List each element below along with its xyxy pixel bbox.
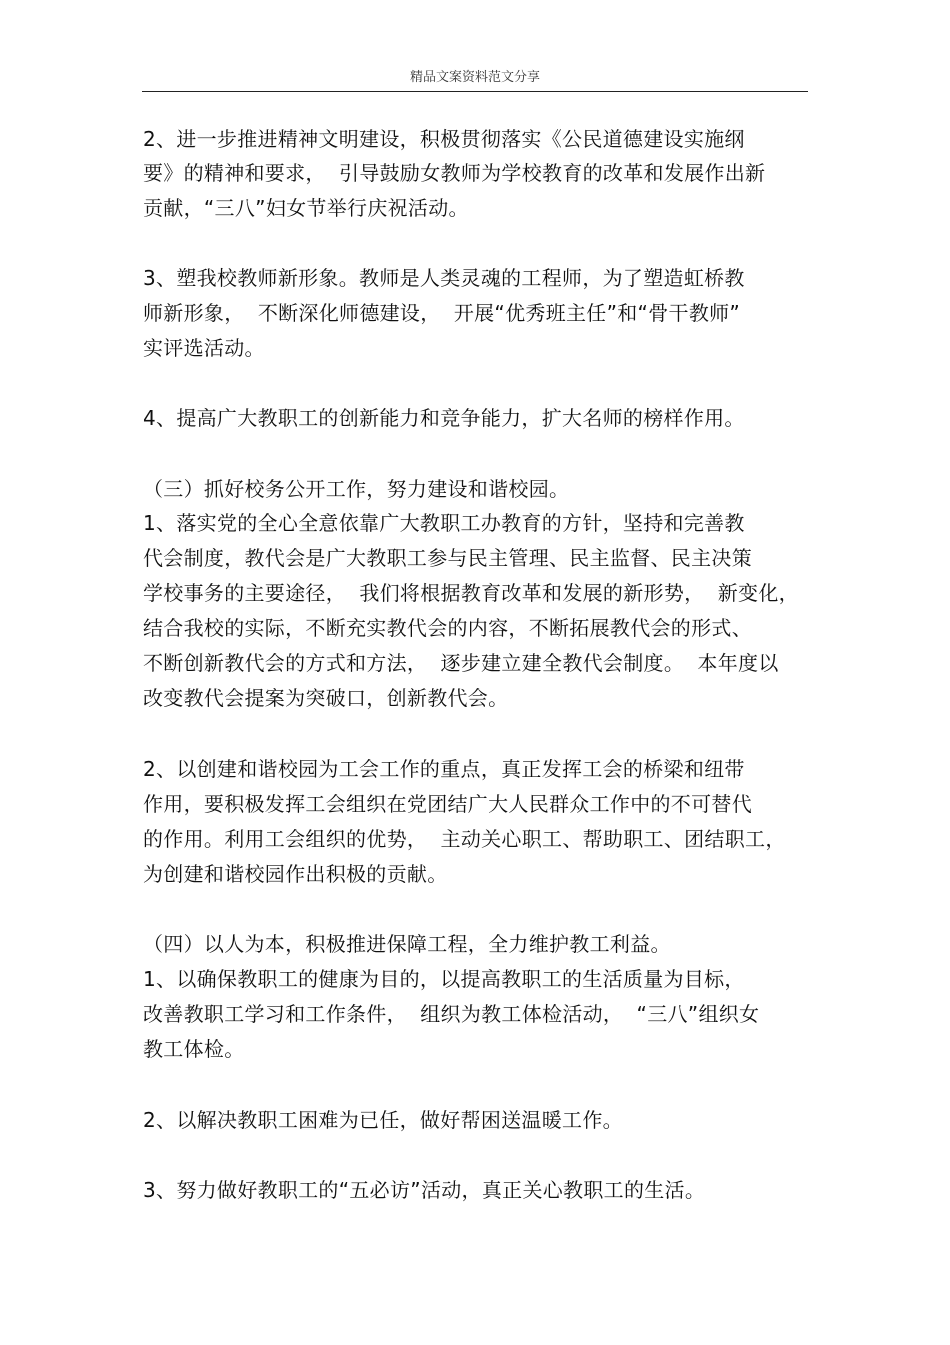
section-4-item-1-line-2: 改善教职工学习和工作条件， 组织为教工体检活动， “三八”组织女 (143, 1002, 760, 1026)
page-header-title: 精品文案资料范文分享 (409, 70, 540, 85)
section-3-heading: （三）抓好校务公开工作，努力建设和谐校园。 (143, 477, 570, 501)
section-3-item-1-line-3: 学校事务的主要途径， 我们将根据教育改革和发展的新形势， 新变化， (143, 581, 799, 605)
paragraph-1-line-1: 2、进一步推进精神文明建设，积极贯彻落实《公民道德建设实施纲 (143, 127, 745, 151)
section-3-item-2-line-1: 2、以创建和谐校园为工会工作的重点，真正发挥工会的桥梁和纽带 (143, 757, 745, 781)
section-4-item-2-line-1: 2、以解决教职工困难为已任，做好帮困送温暖工作。 (143, 1108, 623, 1132)
paragraph-2-line-3: 实评选活动。 (143, 336, 265, 360)
section-4-item-1-line-3: 教工体检。 (143, 1037, 245, 1061)
section-3-item-1-line-6: 改变教代会提案为突破口，创新教代会。 (143, 686, 509, 710)
section-3-item-2-line-3: 的作用。利用工会组织的优势， 主动关心职工、帮助职工、团结职工， (143, 827, 786, 851)
section-3-item-2-line-2: 作用，要积极发挥工会组织在党团结广大人民群众工作中的不可替代 (143, 792, 752, 816)
section-3-item-1-line-1: 1、落实党的全心全意依靠广大教职工办教育的方针，坚持和完善教 (143, 511, 745, 535)
section-3-item-1-line-5: 不断创新教代会的方式和方法， 逐步建立建全教代会制度。 本年度以 (143, 651, 779, 675)
paragraph-1-line-2: 要》的精神和要求， 引导鼓励女教师为学校教育的改革和发展作出新 (143, 161, 766, 185)
paragraph-3-line-1: 4、提高广大教职工的创新能力和竞争能力，扩大名师的榜样作用。 (143, 406, 745, 430)
header-divider (142, 91, 808, 92)
section-3-item-1-line-2: 代会制度，教代会是广大教职工参与民主管理、民主监督、民主决策 (143, 546, 752, 570)
section-3-item-2-line-4: 为创建和谐校园作出积极的贡献。 (143, 862, 448, 886)
paragraph-2-line-1: 3、塑我校教师新形象。教师是人类灵魂的工程师，为了塑造虹桥教 (143, 266, 745, 290)
paragraph-2-line-2: 师新形象， 不断深化师德建设， 开展“优秀班主任”和“骨干教师” (143, 301, 741, 325)
paragraph-1-line-3: 贡献，“三八”妇女节举行庆祝活动。 (143, 196, 469, 220)
section-4-heading: （四）以人为本，积极推进保障工程，全力维护教工利益。 (143, 932, 671, 956)
section-3-item-1-line-4: 结合我校的实际，不断充实教代会的内容，不断拓展教代会的形式、 (143, 616, 752, 640)
section-4-item-3-line-1: 3、努力做好教职工的“五必访”活动，真正关心教职工的生活。 (143, 1178, 706, 1202)
section-4-item-1-line-1: 1、以确保教职工的健康为目的，以提高教职工的生活质量为目标， (143, 967, 745, 991)
